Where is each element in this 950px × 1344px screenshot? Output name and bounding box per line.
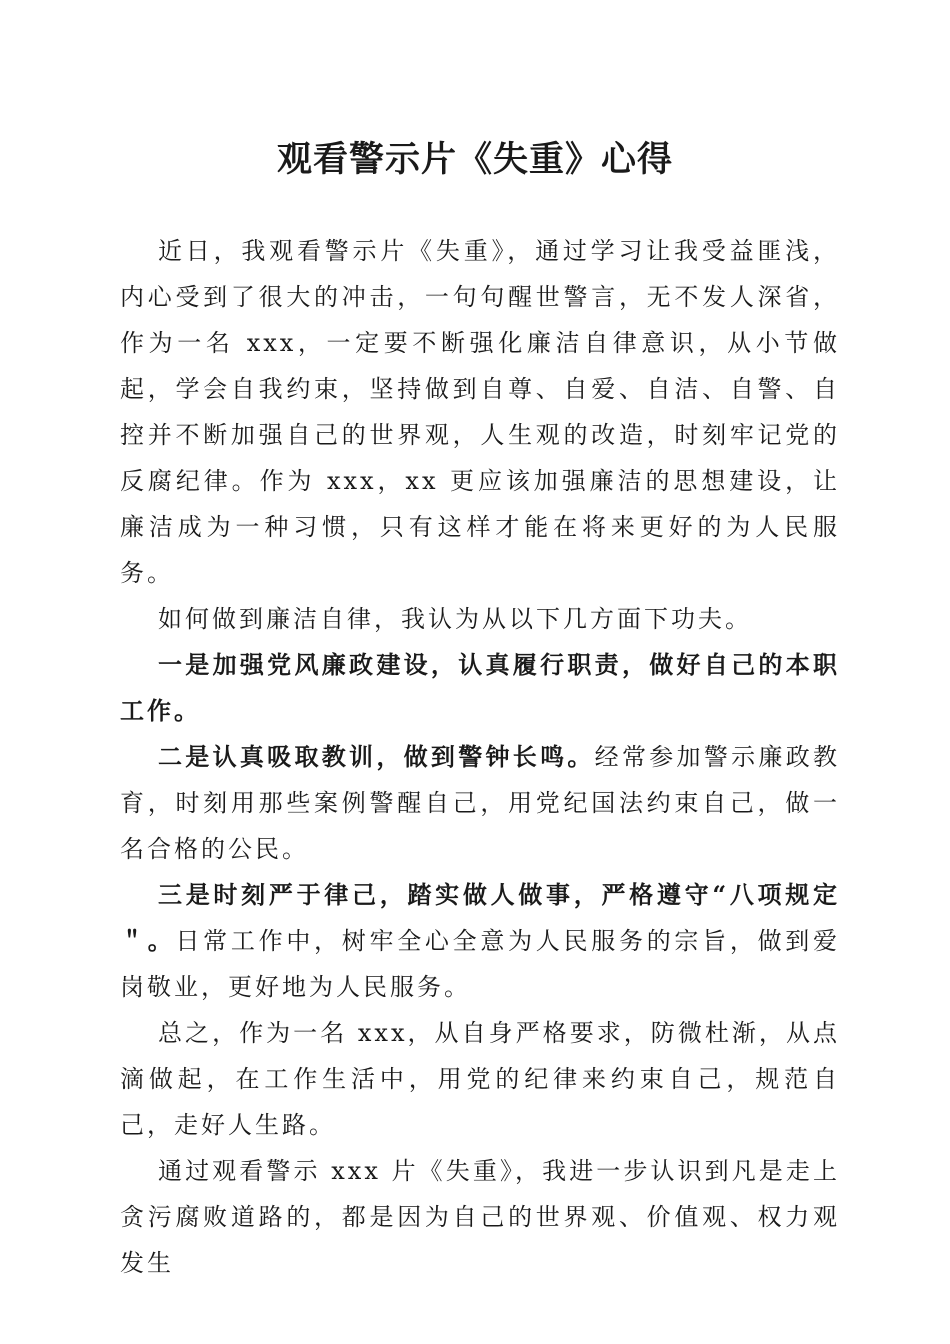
document-title: 观看警示片《失重》心得	[276, 139, 673, 180]
paragraph-text: 如何做到廉洁自律，我认为从以下几方面下功夫。	[158, 605, 752, 633]
paragraph-text: 经常参加警示廉政教育，时刻用那些案例警醒自己，用党纪国法约束自己，做一名合格的公民。	[120, 743, 841, 863]
paragraph-text: 总之，作为一名 xxx，从自身严格要求，防微杜渐，从点滴做起，在工作生活中，用党的纪律来约束自己，规范自己，走好人生路。	[120, 1019, 840, 1139]
paragraph-lead: 一是加强党风廉政建设，认真履行职责，做好自己的本职工作。	[120, 650, 840, 725]
paragraph-4	[120, 734, 840, 872]
paragraph-5	[120, 872, 840, 1010]
paragraph-lead: 二是认真吸取教训，做到警钟长鸣。	[158, 742, 595, 771]
paragraph-text: 近日，我观看警示片《失重》，通过学习让我受益匪浅，内心受到了很大的冲击，一句句醒世警言，无不发人深省，作为一名 xxx，一定要不断强化廉洁自律意识，从小节做起，学会自我约束，坚持做到自尊、自爱、自洁、自警、自控并不断加强自己的世界观，人生观的改造，时刻牢记党的反腐纪律。作为 xxx，xx 更应该加强廉洁的思想建设，让廉洁成为一种习惯，只有这样才能在将来更好的为人民服务。	[120, 237, 840, 587]
document-body	[120, 228, 840, 1286]
paragraph-text: 通过观看警示 xxx 片《失重》，我进一步认识到凡是走上贪污腐败道路的，都是因为自己的世界观、价值观、权力观发生	[120, 1157, 840, 1277]
paragraph-1	[120, 228, 840, 596]
paragraph-lead: 三是时刻严于律己，踏实做人做事，严格遵守“八项规定＂。	[120, 880, 840, 955]
paragraph-3	[120, 642, 840, 734]
paragraph-6	[120, 1010, 840, 1148]
paragraph-7	[120, 1148, 840, 1286]
paragraph-2	[120, 596, 840, 642]
paragraph-text: 日常工作中，树牢全心全意为人民服务的宗旨，做到爱岗敬业，更好地为人民服务。	[120, 927, 841, 1001]
